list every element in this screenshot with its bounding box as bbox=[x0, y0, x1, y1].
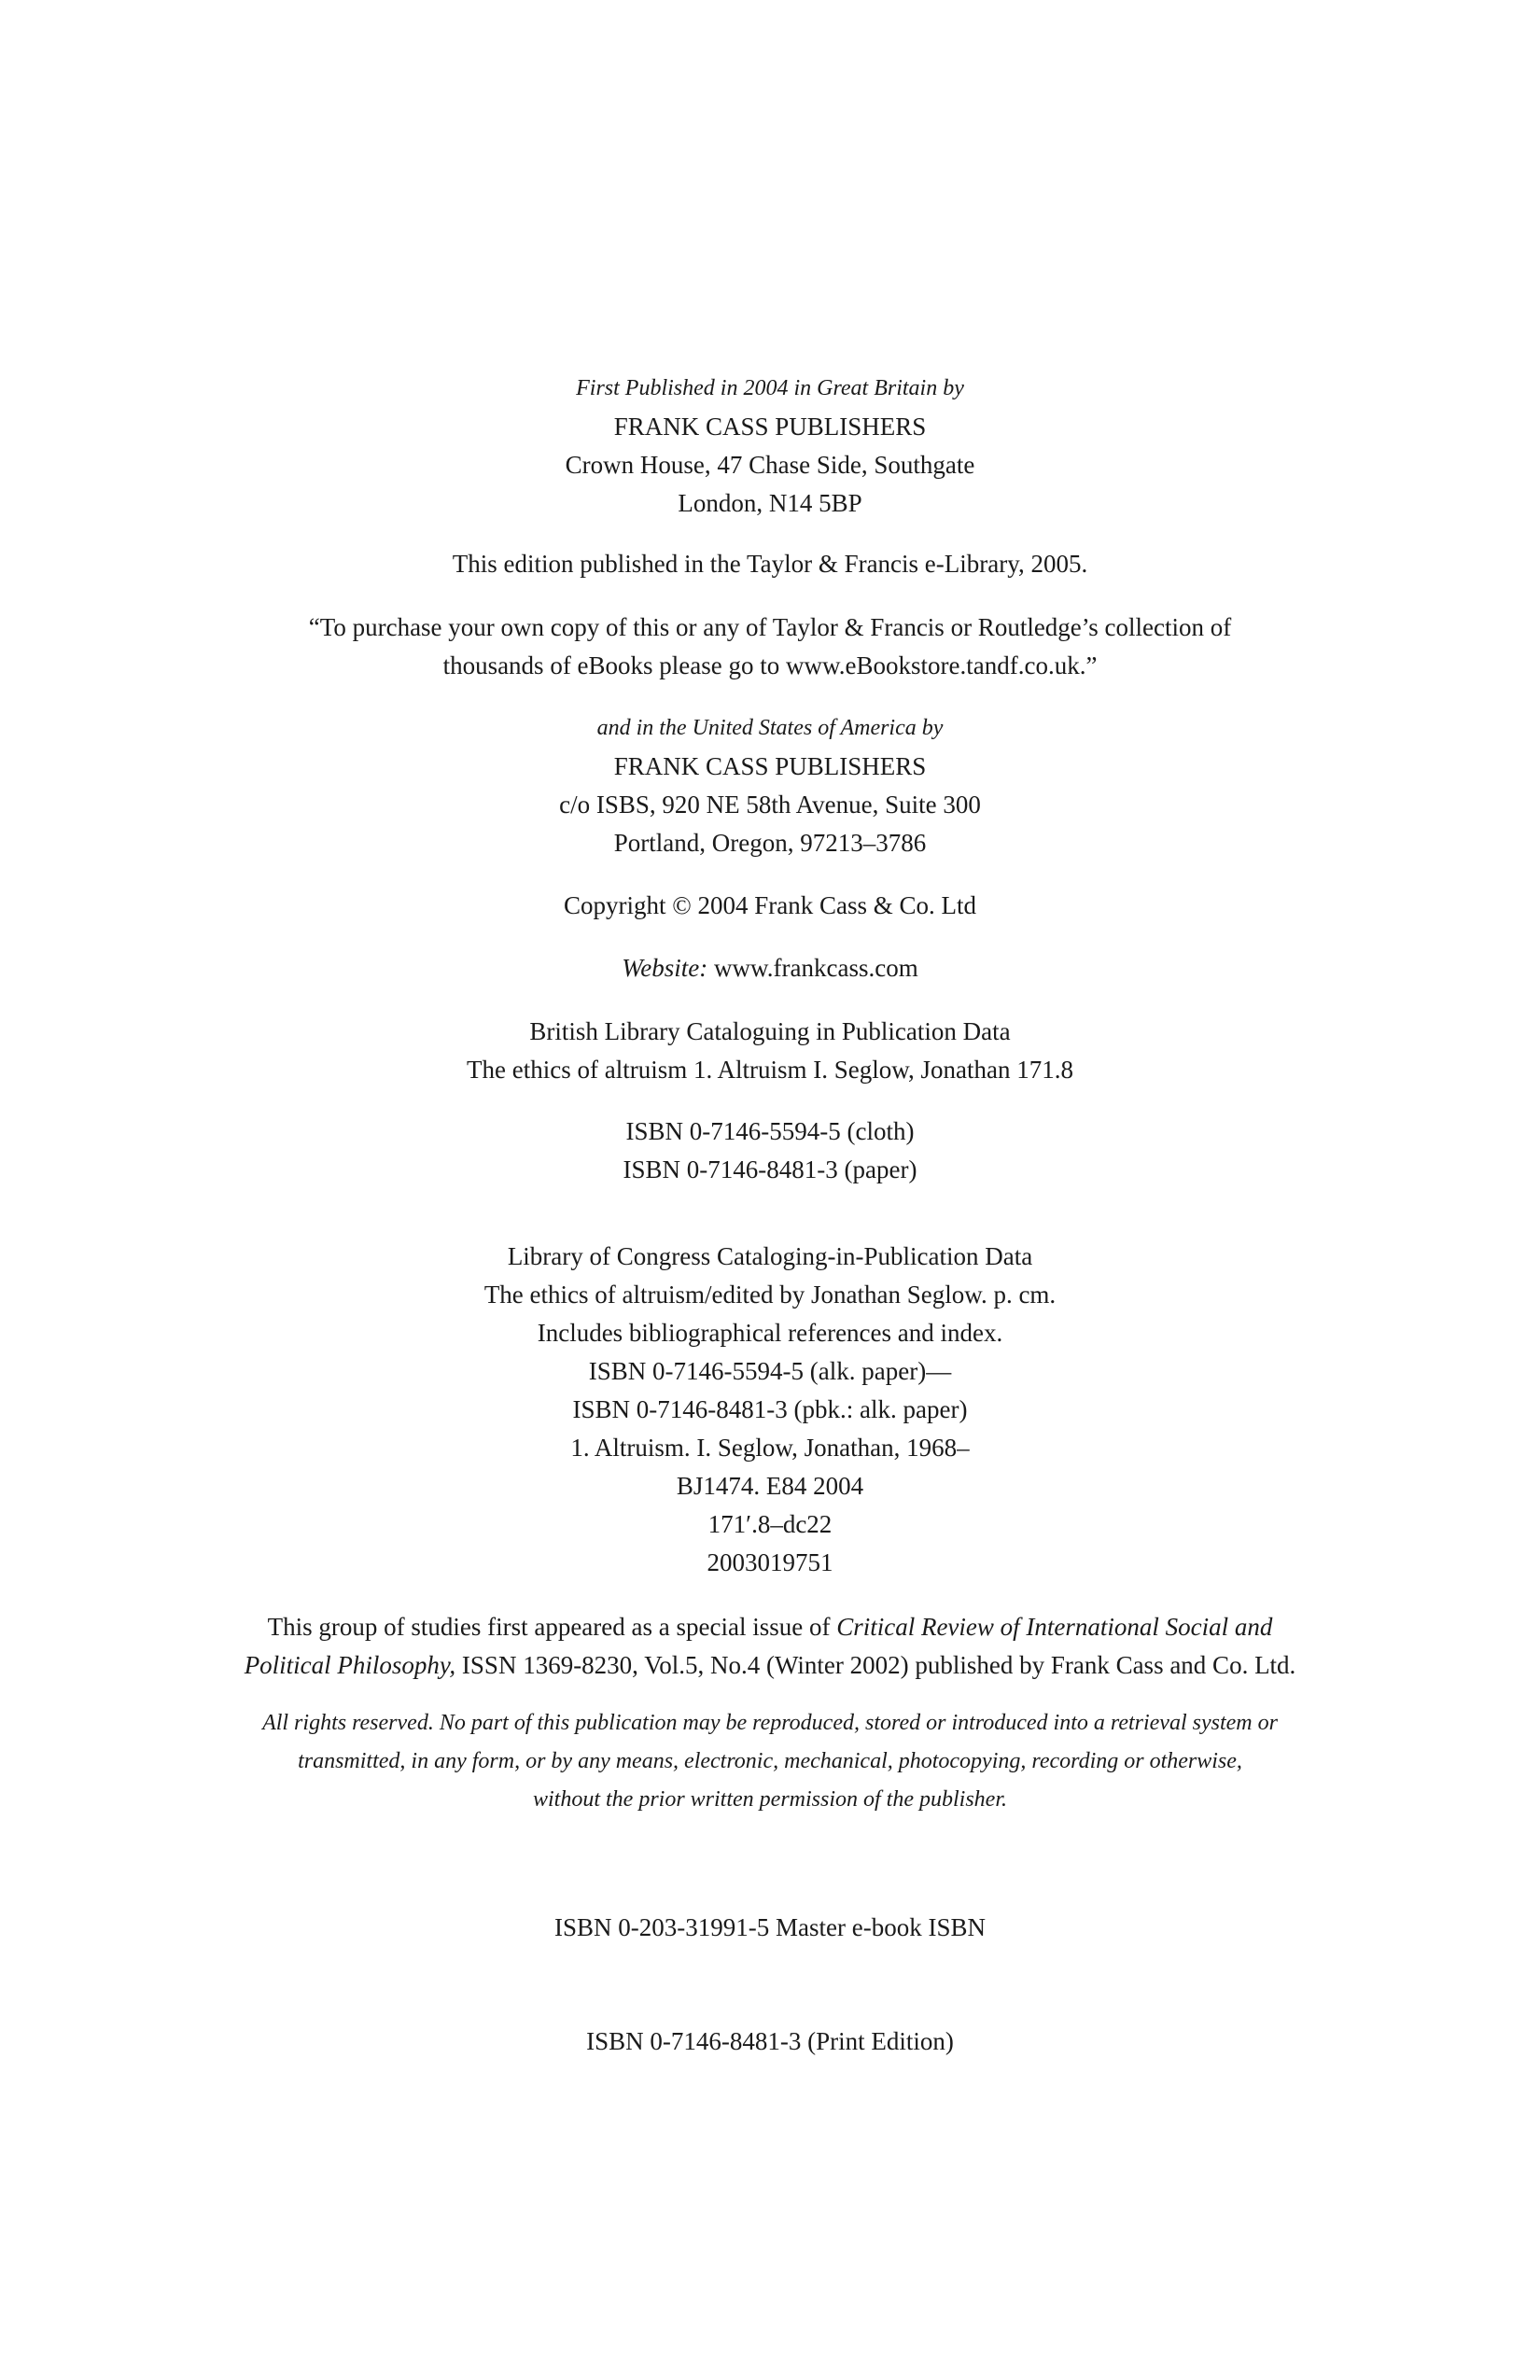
isbn-paper: ISBN 0-7146-8481-3 (paper) bbox=[623, 1155, 917, 1183]
us-publisher-address-2: Portland, Oregon, 97213–3786 bbox=[613, 829, 927, 857]
loc-line: 171′.8–dc22 bbox=[707, 1510, 833, 1538]
website-label: Website: bbox=[622, 954, 708, 982]
loc-line: 2003019751 bbox=[707, 1548, 833, 1576]
purchase-note-block bbox=[0, 609, 1540, 685]
loc-line: Includes bibliographical references and index. bbox=[537, 1319, 1003, 1347]
rights-line-3: without the prior written permission of the publisher. bbox=[532, 1787, 1008, 1812]
ebook-isbn: ISBN 0-203-31991-5 Master e-book ISBN bbox=[554, 1913, 986, 1941]
rights-block bbox=[0, 1704, 1540, 1819]
british-library-heading: British Library Cataloguing in Publication Data bbox=[529, 1017, 1011, 1045]
uk-publisher-name: FRANK CASS PUBLISHERS bbox=[613, 413, 927, 441]
uk-publisher-intro: First Published in 2004 in Great Britain by bbox=[576, 376, 964, 400]
studies-note-part-1: This group of studies first appeared as a special issue of bbox=[267, 1613, 837, 1641]
loc-heading: Library of Congress Cataloging-in-Publication Data bbox=[507, 1242, 1033, 1270]
studies-note-line-1 bbox=[0, 1608, 1540, 1646]
rights-line-2: transmitted, in any form, or by any means, electronic, mechanical, photocopying, recording or otherwise, bbox=[298, 1749, 1242, 1773]
loc-line: ISBN 0-7146-5594-5 (alk. paper)— bbox=[588, 1357, 952, 1385]
british-library-entry: The ethics of altruism 1. Altruism I. Seglow, Jonathan 171.8 bbox=[467, 1056, 1073, 1084]
loc-line: The ethics of altruism/edited by Jonathan Seglow. p. cm. bbox=[483, 1281, 1057, 1309]
ebook-edition-block bbox=[0, 545, 1540, 583]
british-library-block bbox=[0, 1013, 1540, 1089]
isbn-cloth: ISBN 0-7146-5594-5 (cloth) bbox=[625, 1117, 915, 1145]
us-publisher-address-1: c/o ISBS, 920 NE 58th Avenue, Suite 300 bbox=[559, 791, 981, 819]
loc-line: 1. Altruism. I. Seglow, Jonathan, 1968– bbox=[570, 1434, 970, 1462]
loc-line: ISBN 0-7146-8481-3 (pbk.: alk. paper) bbox=[572, 1395, 968, 1423]
journal-title-1: Critical Review of International Social and bbox=[836, 1613, 1273, 1641]
us-publisher-name: FRANK CASS PUBLISHERS bbox=[613, 752, 927, 780]
ebook-edition-text: This edition published in the Taylor & Francis e-Library, 2005. bbox=[452, 550, 1088, 578]
studies-note-part-2: ISSN 1369-8230, Vol.5, No.4 (Winter 2002) published by Frank Cass and Co. Ltd. bbox=[455, 1651, 1296, 1679]
uk-publisher-address-1: Crown House, 47 Chase Side, Southgate bbox=[565, 451, 975, 479]
uk-publisher-block bbox=[0, 370, 1540, 523]
copyright-text: Copyright © 2004 Frank Cass & Co. Ltd bbox=[563, 891, 977, 919]
us-publisher-block bbox=[0, 709, 1540, 862]
purchase-note-line-1: “To purchase your own copy of this or any of Taylor & Francis or Routledge’s collection of bbox=[308, 613, 1232, 641]
library-of-congress-block bbox=[0, 1238, 1540, 1582]
us-publisher-intro: and in the United States of America by bbox=[596, 716, 944, 740]
website-url[interactable]: www.frankcass.com bbox=[714, 954, 918, 982]
uk-publisher-address-2: London, N14 5BP bbox=[678, 489, 862, 517]
loc-line: BJ1474. E84 2004 bbox=[676, 1472, 864, 1500]
studies-note-block bbox=[0, 1608, 1540, 1685]
print-isbn: ISBN 0-7146-8481-3 (Print Edition) bbox=[586, 2027, 954, 2055]
website-line bbox=[0, 949, 1540, 987]
isbn-block bbox=[0, 1113, 1540, 1189]
rights-line-1: All rights reserved. No part of this publication may be reproduced, stored or introduced into a retrieval system or bbox=[262, 1711, 1278, 1735]
ebook-isbn-block bbox=[0, 1909, 1540, 1947]
purchase-note-line-2: thousands of eBooks please go to www.eBookstore.tandf.co.uk.” bbox=[442, 651, 1098, 679]
print-isbn-block bbox=[0, 2023, 1540, 2061]
studies-note-line-2 bbox=[0, 1646, 1540, 1685]
copyright-block bbox=[0, 887, 1540, 925]
website-block bbox=[0, 949, 1540, 987]
journal-title-2: Political Philosophy, bbox=[244, 1651, 456, 1679]
